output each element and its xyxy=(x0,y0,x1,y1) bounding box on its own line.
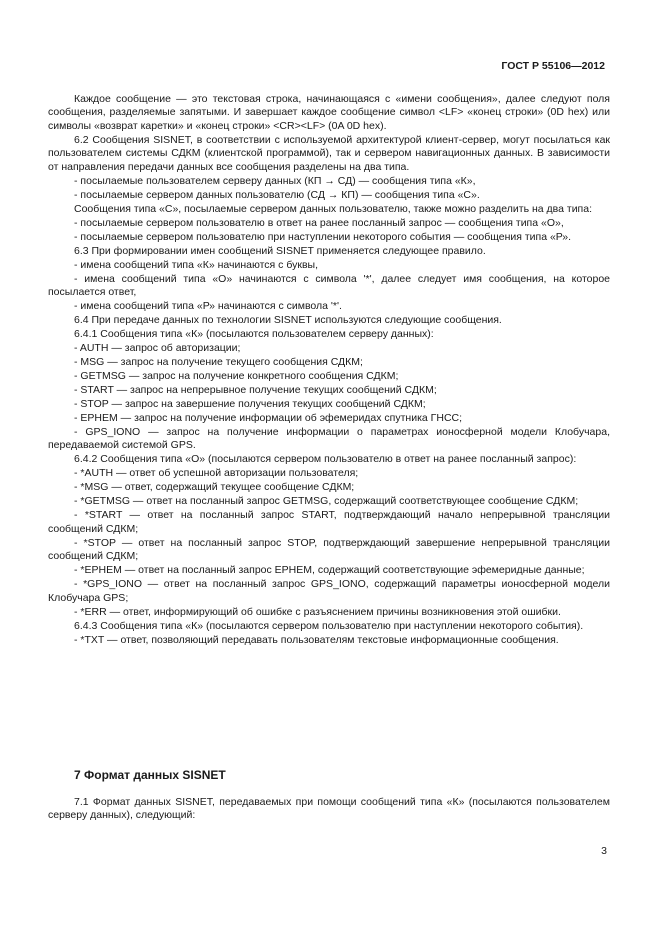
list-item: - EPHEM — запрос на получение информации об эфемеридах спутника ГНСС; xyxy=(74,412,463,425)
list-item: - GETMSG — запрос на получение конкретного сообщения СДКМ; xyxy=(74,370,399,383)
paragraph: 7.1 Формат данных SISNET, передаваемых при помощи сообщений типа «К» (посылаются пользователем серверу данных), следующий: xyxy=(48,796,610,822)
paragraph: 6.4 При передаче данных по технологии SISNET используются следующие сообщения. xyxy=(74,314,502,327)
paragraph: Сообщения типа «С», посылаемые сервером данных пользователю, также можно разделить на два типа: xyxy=(74,202,592,215)
list-item: - *GETMSG — ответ на посланный запрос GETMSG, содержащий соответствующее сообщение СДКМ; xyxy=(74,495,579,508)
list-item: - *TXT — ответ, позволяющий передавать пользователям текстовые информационные сообщения. xyxy=(74,633,559,646)
list-item: - STOP — запрос на завершение получения текущих сообщений СДКМ; xyxy=(74,398,426,411)
list-item: - *STOP — ответ на посланный запрос STOP, подтверждающий завершение непрерывной трансляции сообщений СДКМ; xyxy=(48,536,610,563)
paragraph: Каждое сообщение — это текстовая строка, начинающаяся с «имени сообщения», далее следуют поля сообщения, разделяемые запятыми. И завершает каждое сообщение символ <LF> «конец строки» (0D hex) или символы «возврат каретки» и «конец строки» <CR><LF> (0A 0D hex). xyxy=(48,93,610,132)
list-item: - посылаемые сервером пользователю при наступлении некоторого события — сообщения типа «Р». xyxy=(74,230,571,243)
list-item: - GPS_IONO — запрос на получение информации о параметрах ионосферной модели Клобучара, передаваемой системой GPS. xyxy=(48,426,610,452)
page-number: 3 xyxy=(601,845,607,857)
list-item: - *MSG — ответ, содержащий текущее сообщение СДКМ; xyxy=(74,481,355,494)
list-item: - посылаемые сервером данных пользователю (СД → КП) — сообщения типа «С». xyxy=(74,188,480,201)
section-title: 7 Формат данных SISNET xyxy=(74,768,226,782)
list-item: - AUTH — запрос об авторизации; xyxy=(74,342,241,355)
document-header: ГОСТ Р 55106—2012 xyxy=(501,60,605,72)
list-item: - START — запрос на непрерывное получение текущих сообщений СДКМ; xyxy=(74,384,437,397)
list-item: - имена сообщений типа «К» начинаются с буквы, xyxy=(74,258,318,271)
list-item: - *EPHEM — ответ на посланный запрос EPHEM, содержащий соответствующие эфемеридные данные; xyxy=(74,564,585,577)
paragraph: 6.4.2 Сообщения типа «О» (посылаются сервером пользователю в ответ на ранее посланный запрос): xyxy=(74,453,577,466)
list-item: - посылаемые пользователем серверу данных (КП → СД) — сообщения типа «К», xyxy=(74,174,476,187)
list-item: - имена сообщений типа «Р» начинаются с символа '*'. xyxy=(74,300,342,313)
list-item: - *ERR — ответ, информирующий об ошибке с разъяснением причины возникновения этой ошибки. xyxy=(74,605,561,618)
list-item: - посылаемые сервером пользователю в ответ на ранее посланный запрос — сообщения типа «О», xyxy=(74,216,564,229)
body-text xyxy=(48,93,610,648)
paragraph: 6.4.3 Сообщения типа «К» (посылаются сервером пользователю при наступлении некоторого события). xyxy=(74,619,584,632)
list-item: - *START — ответ на посланный запрос START, подтверждающий начало непрерывной трансляции сообщений СДКМ; xyxy=(48,509,610,535)
paragraph: 6.2 Сообщения SISNET, в соответствии с используемой архитектурой клиент-сервер, могут посылаться как пользователем системы СДКМ (клиентской программой), так и сервером навигационных данных. В зависимости от направления передачи данных все сообщения разделены на два типа. xyxy=(48,133,610,173)
paragraph: 6.3 При формировании имен сообщений SISNET применяется следующее правило. xyxy=(74,244,486,257)
list-item: - *GPS_IONO — ответ на посланный запрос GPS_IONO, содержащий параметры ионосферной модели Клобучара GPS; xyxy=(48,578,610,604)
section-body xyxy=(48,796,610,823)
list-item: - *AUTH — ответ об успешной авторизации пользователя; xyxy=(74,467,359,480)
list-item: - имена сообщений типа «О» начинаются с символа '*', далее следует имя сообщения, на которое посылается ответ, xyxy=(48,272,610,299)
paragraph: 6.4.1 Сообщения типа «К» (посылаются пользователем серверу данных): xyxy=(74,328,434,341)
list-item: - MSG — запрос на получение текущего сообщения СДКМ; xyxy=(74,356,363,369)
